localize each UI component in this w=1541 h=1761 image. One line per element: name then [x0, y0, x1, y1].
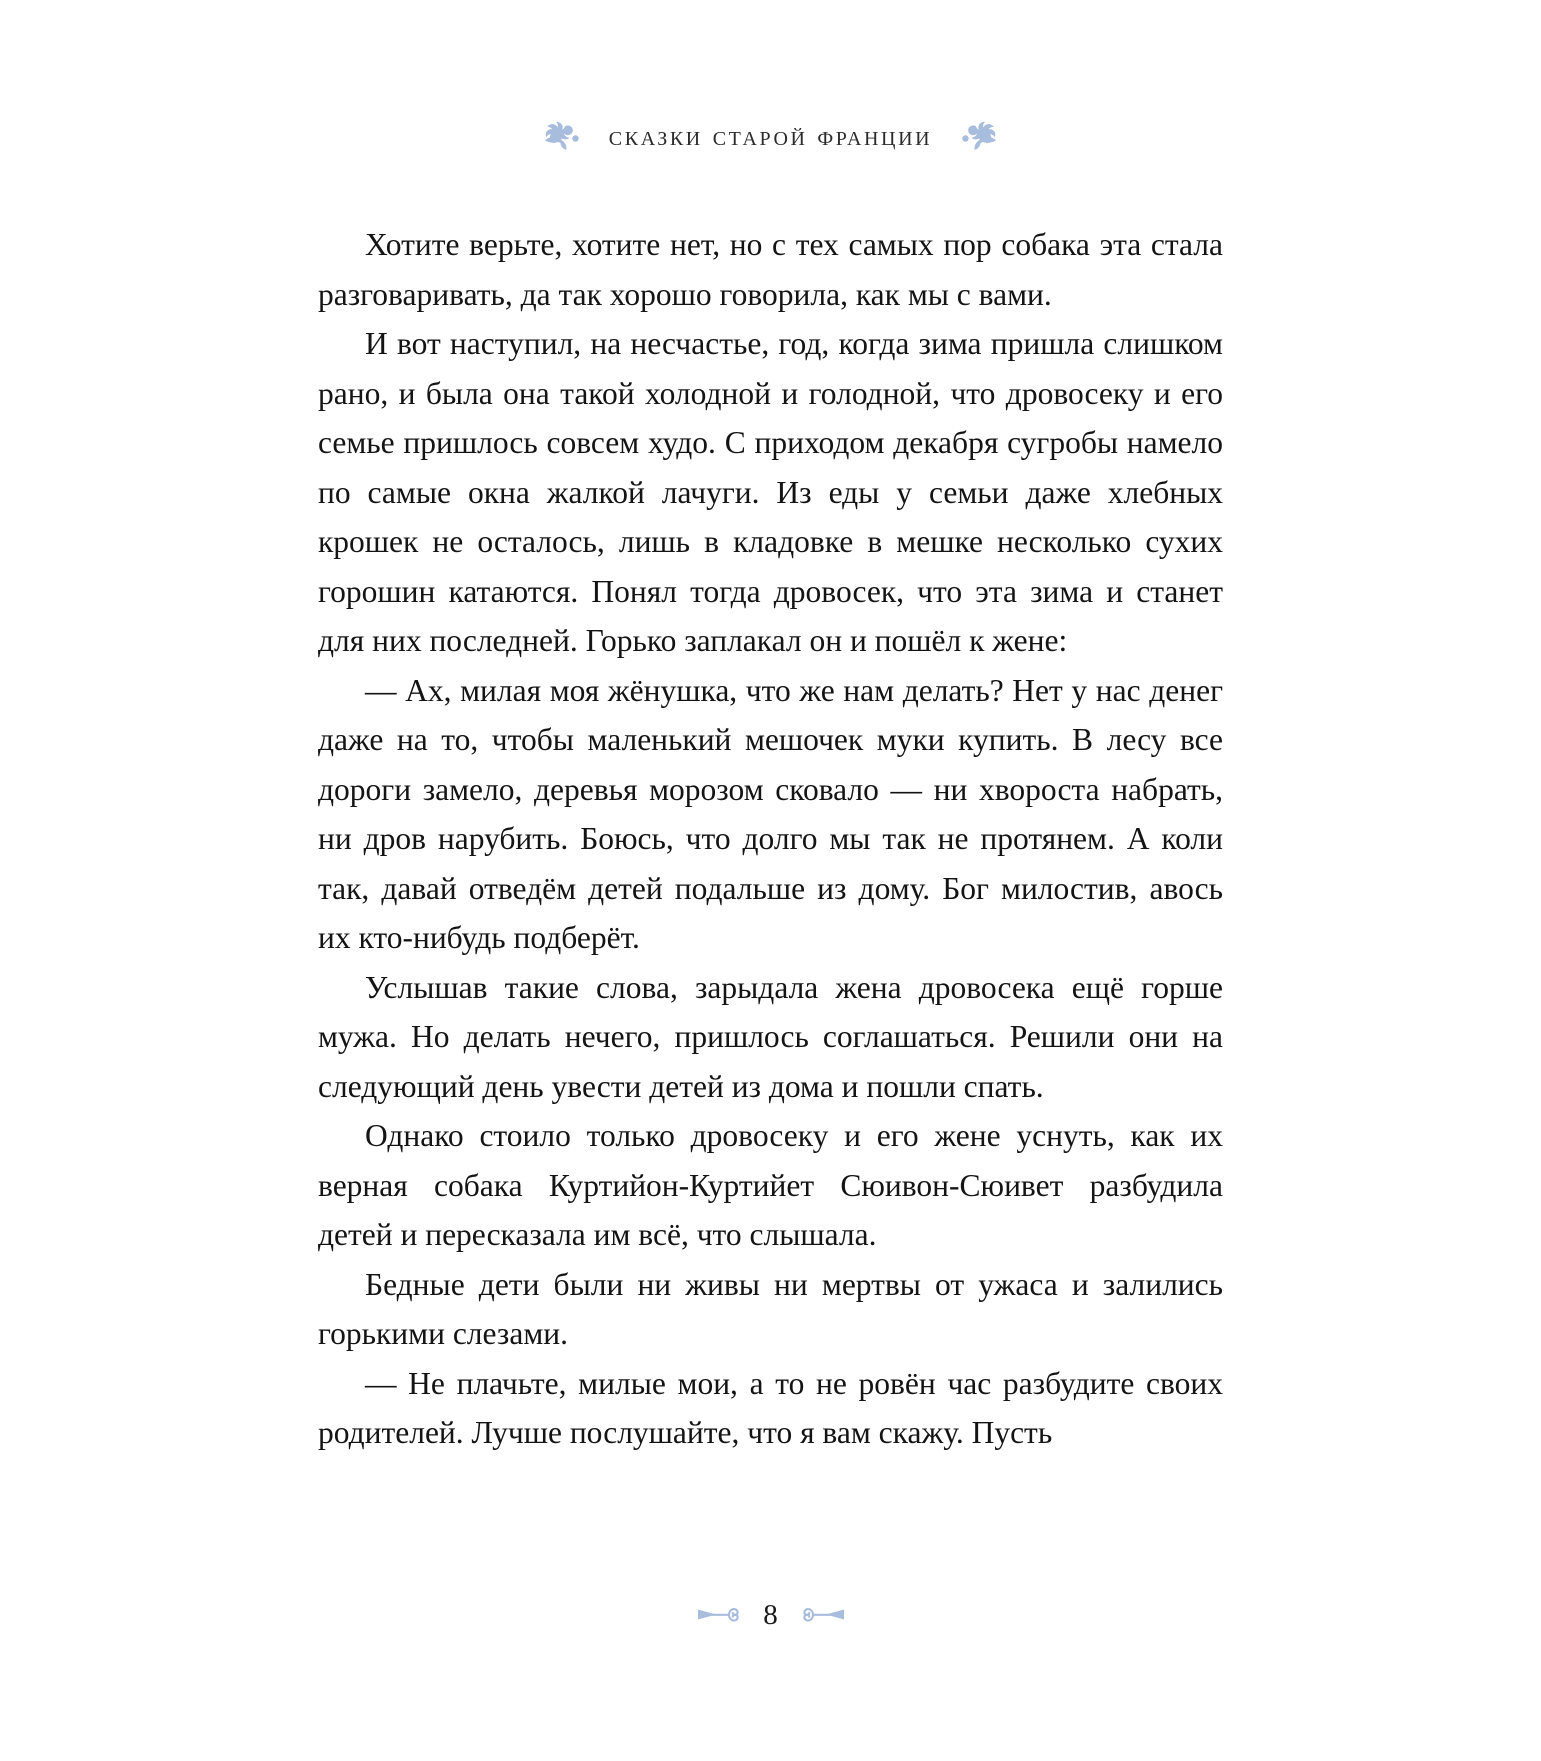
paragraph: — Ах, милая моя жёнушка, что же нам делать? Нет у нас денег даже на то, чтобы маленький мешочек муки купить. В лесу все дороги замело, деревья морозом сковало — ни хвороста набрать, ни дров нарубить. Боюсь, что долго мы так не протянем. А коли так, давай отведём детей подальше из дому. Бог милостив, авось их кто-нибудь подберёт. [318, 672, 1223, 955]
paragraph: Услышав такие слова, зарыдала жена дровосека ещё горше мужа. Но делать нечего, пришлось соглашаться. Решили они на следующий день увести детей из дома и пошли спать. [318, 969, 1223, 1104]
paragraph: Хотите верьте, хотите нет, но с тех самых пор собака эта стала разговаривать, да так хорошо говорила, как мы с вами. [318, 227, 1223, 312]
fleur-de-lis-icon [541, 116, 583, 156]
page-title: сказки старой франции [608, 119, 933, 152]
scroll-flourish-icon [696, 1602, 742, 1628]
fleur-de-lis-icon [958, 116, 1000, 156]
running-head [0, 108, 1541, 164]
page-footer [0, 1555, 1541, 1761]
paragraph: Однако стоило только дровосеку и его жене уснуть, как их верная собака Куртийон-Куртийет Сюивон-Сюивет разбудила детей и пересказала им всё, что слышала. [318, 1118, 1223, 1252]
scroll-flourish-icon [800, 1602, 846, 1628]
page-number: 8 [763, 1598, 778, 1631]
paragraph: И вот наступил, на несчастье, год, когда зима пришла слишком рано, и была она такой холодной и голодной, что дровосеку и его семье пришлось совсем худо. С приходом декабря сугробы намело по самые окна жалкой лачуги. Из еды у семьи даже хлебных крошек не осталось, лишь в кладовке в мешке несколько сухих горошин катаются. Понял тогда дровосек, что эта зима и станет для них последней. Горько заплакал он и пошёл к жене: [318, 326, 1223, 658]
body-text-column [318, 164, 1223, 1555]
paragraph: Бедные дети были ни живы ни мертвы от ужаса и залились горькими слезами. [318, 1266, 1223, 1351]
paragraph: — Не плачьте, милые мои, а то не ровён час разбудите своих родителей. Лучше послушайте, что я вам скажу. Пусть [318, 1365, 1223, 1450]
